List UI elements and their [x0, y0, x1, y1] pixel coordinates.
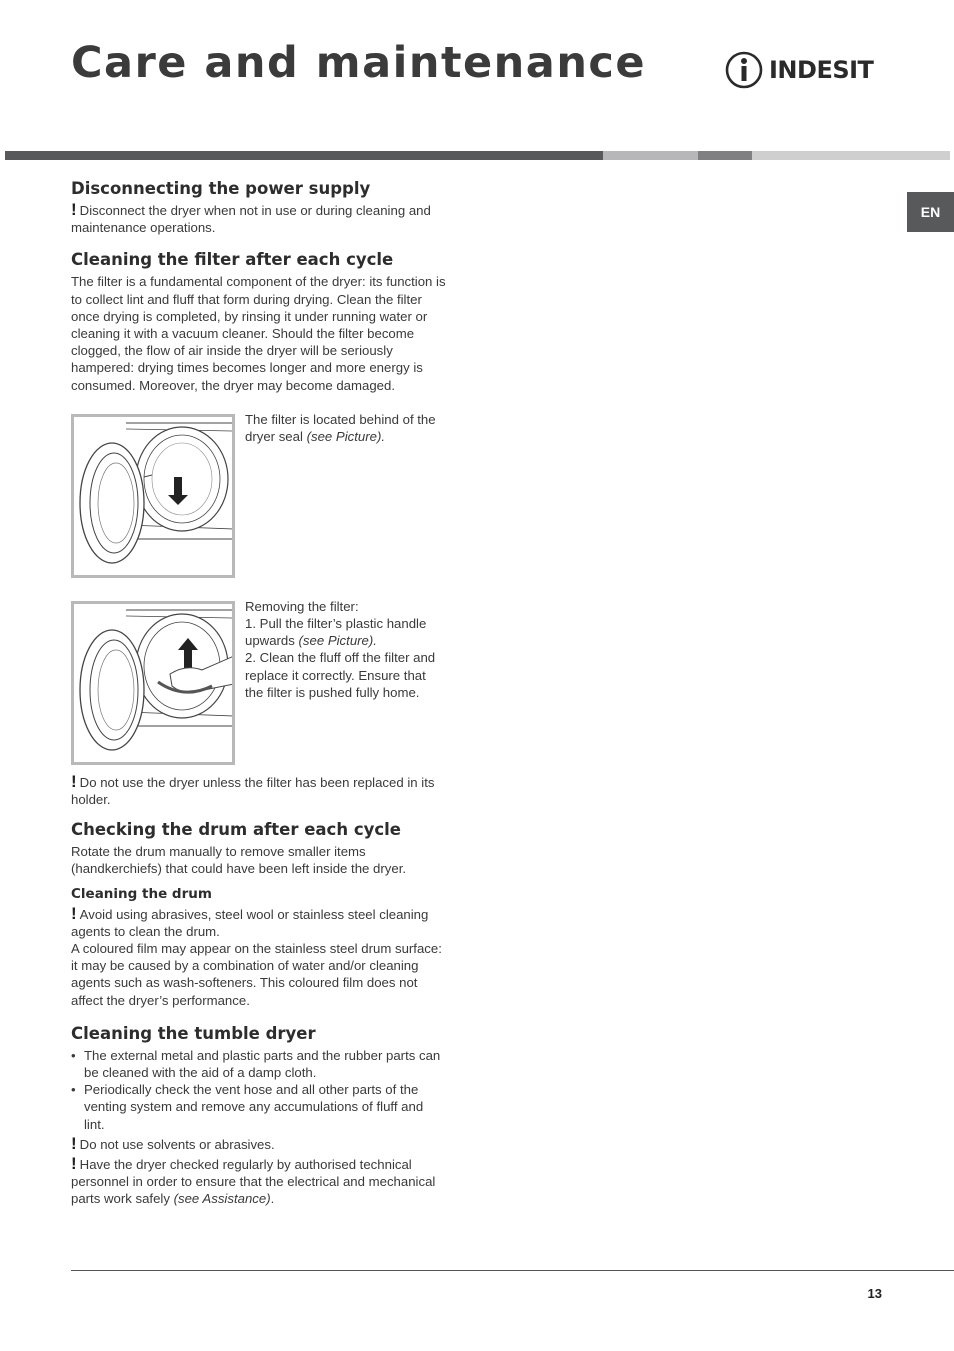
removal-intro: Removing the filter:	[245, 598, 359, 614]
warning-filter: ! Do not use the dryer unless the filter has been replaced in its holder.	[71, 771, 435, 808]
figure-filter-location	[71, 411, 447, 578]
removal-step-1: 1. Pull the filter’s plastic handle upwards (see Picture).	[245, 616, 427, 649]
section-drum	[71, 819, 447, 1009]
tumble-bullet-list	[71, 1047, 447, 1133]
dryer-door-open-illustration	[71, 414, 235, 578]
heading-tumble-dryer: Cleaning the tumble dryer	[71, 1023, 316, 1043]
heading-drum-cleaning: Cleaning the drum	[71, 885, 212, 902]
heading-power-supply: Disconnecting the power supply	[71, 179, 371, 198]
section-power-supply	[71, 178, 447, 236]
brand-logo	[724, 50, 873, 90]
removal-step-2: 2. Clean the fluff off the filter and replace it correctly. Ensure that the filter is pushed fully home.	[245, 650, 436, 700]
content-column	[71, 178, 447, 1221]
figure-filter-removal	[71, 598, 447, 765]
list-item: • Periodically check the vent hose and all other parts of the venting system and remove any accumulations of fluff and lint.	[71, 1081, 447, 1133]
page-title: Care and maintenance	[71, 38, 647, 88]
figure2-caption	[245, 598, 445, 701]
warning-icon: !	[71, 1154, 77, 1174]
heading-drum-check: Checking the drum after each cycle	[71, 820, 401, 840]
hand-pulling-filter-icon	[74, 604, 232, 762]
header-stripe-pale	[752, 151, 950, 160]
list-item: • The external metal and plastic parts and the rubber parts can be cleaned with the aid of a damp cloth.	[71, 1047, 447, 1081]
footer-divider	[71, 1270, 954, 1271]
warning-icon: !	[71, 200, 77, 219]
drum-check-body: Rotate the drum manually to remove smaller items (handkerchiefs) that could have been left inside the dryer.	[71, 844, 407, 877]
header-stripe-mid	[698, 151, 752, 160]
section-filter	[71, 249, 447, 808]
warning-icon: !	[71, 771, 77, 791]
logo-wordmark: INDESIT	[769, 56, 874, 84]
page-number: 13	[867, 1286, 882, 1301]
indesit-i-logo-icon	[724, 50, 764, 90]
filter-body: The filter is a fundamental component of the dryer: its function is to collect lint and fluff that form during drying. Clean the filter once drying is completed, by rinsing it under running water or cleaning it with a vacuum cleaner. Should the filter become clogged, the flow of air inside the dryer will be seriously hampered: drying times becomes longer and more energy is consumed. Moreover, the dryer may become damaged.	[71, 274, 446, 393]
header-stripe-light	[603, 151, 698, 160]
filter-removal-illustration	[71, 601, 235, 765]
language-tab: EN	[907, 192, 954, 232]
heading-filter: Cleaning the filter after each cycle	[71, 250, 394, 270]
dryer-door-icon	[74, 417, 232, 575]
figure1-caption: The filter is located behind of the dryer seal (see Picture).	[245, 411, 436, 445]
warning-drum: ! Avoid using abrasives, steel wool or stainless steel cleaning agents to clean the drum.	[71, 903, 429, 939]
header-stripe-dark	[5, 151, 603, 160]
warning-technical-check: ! Have the dryer checked regularly by authorised technical personnel in order to ensure that the electrical and mechanical parts work safely (see Assistance).	[71, 1154, 436, 1207]
section-tumble-dryer	[71, 1023, 447, 1208]
warning-power-supply: ! Disconnect the dryer when not in use or during cleaning and maintenance operations.	[71, 200, 431, 236]
drum-film-note: A coloured film may appear on the stainless steel drum surface: it may be caused by a combination of water and/or cleaning agents such as wash-softeners. This coloured film does not affect the dryer’s performance.	[71, 941, 442, 1008]
warning-solvents: ! Do not use solvents or abrasives.	[71, 1133, 275, 1153]
warning-icon: !	[71, 903, 77, 923]
warning-icon: !	[71, 1133, 77, 1153]
